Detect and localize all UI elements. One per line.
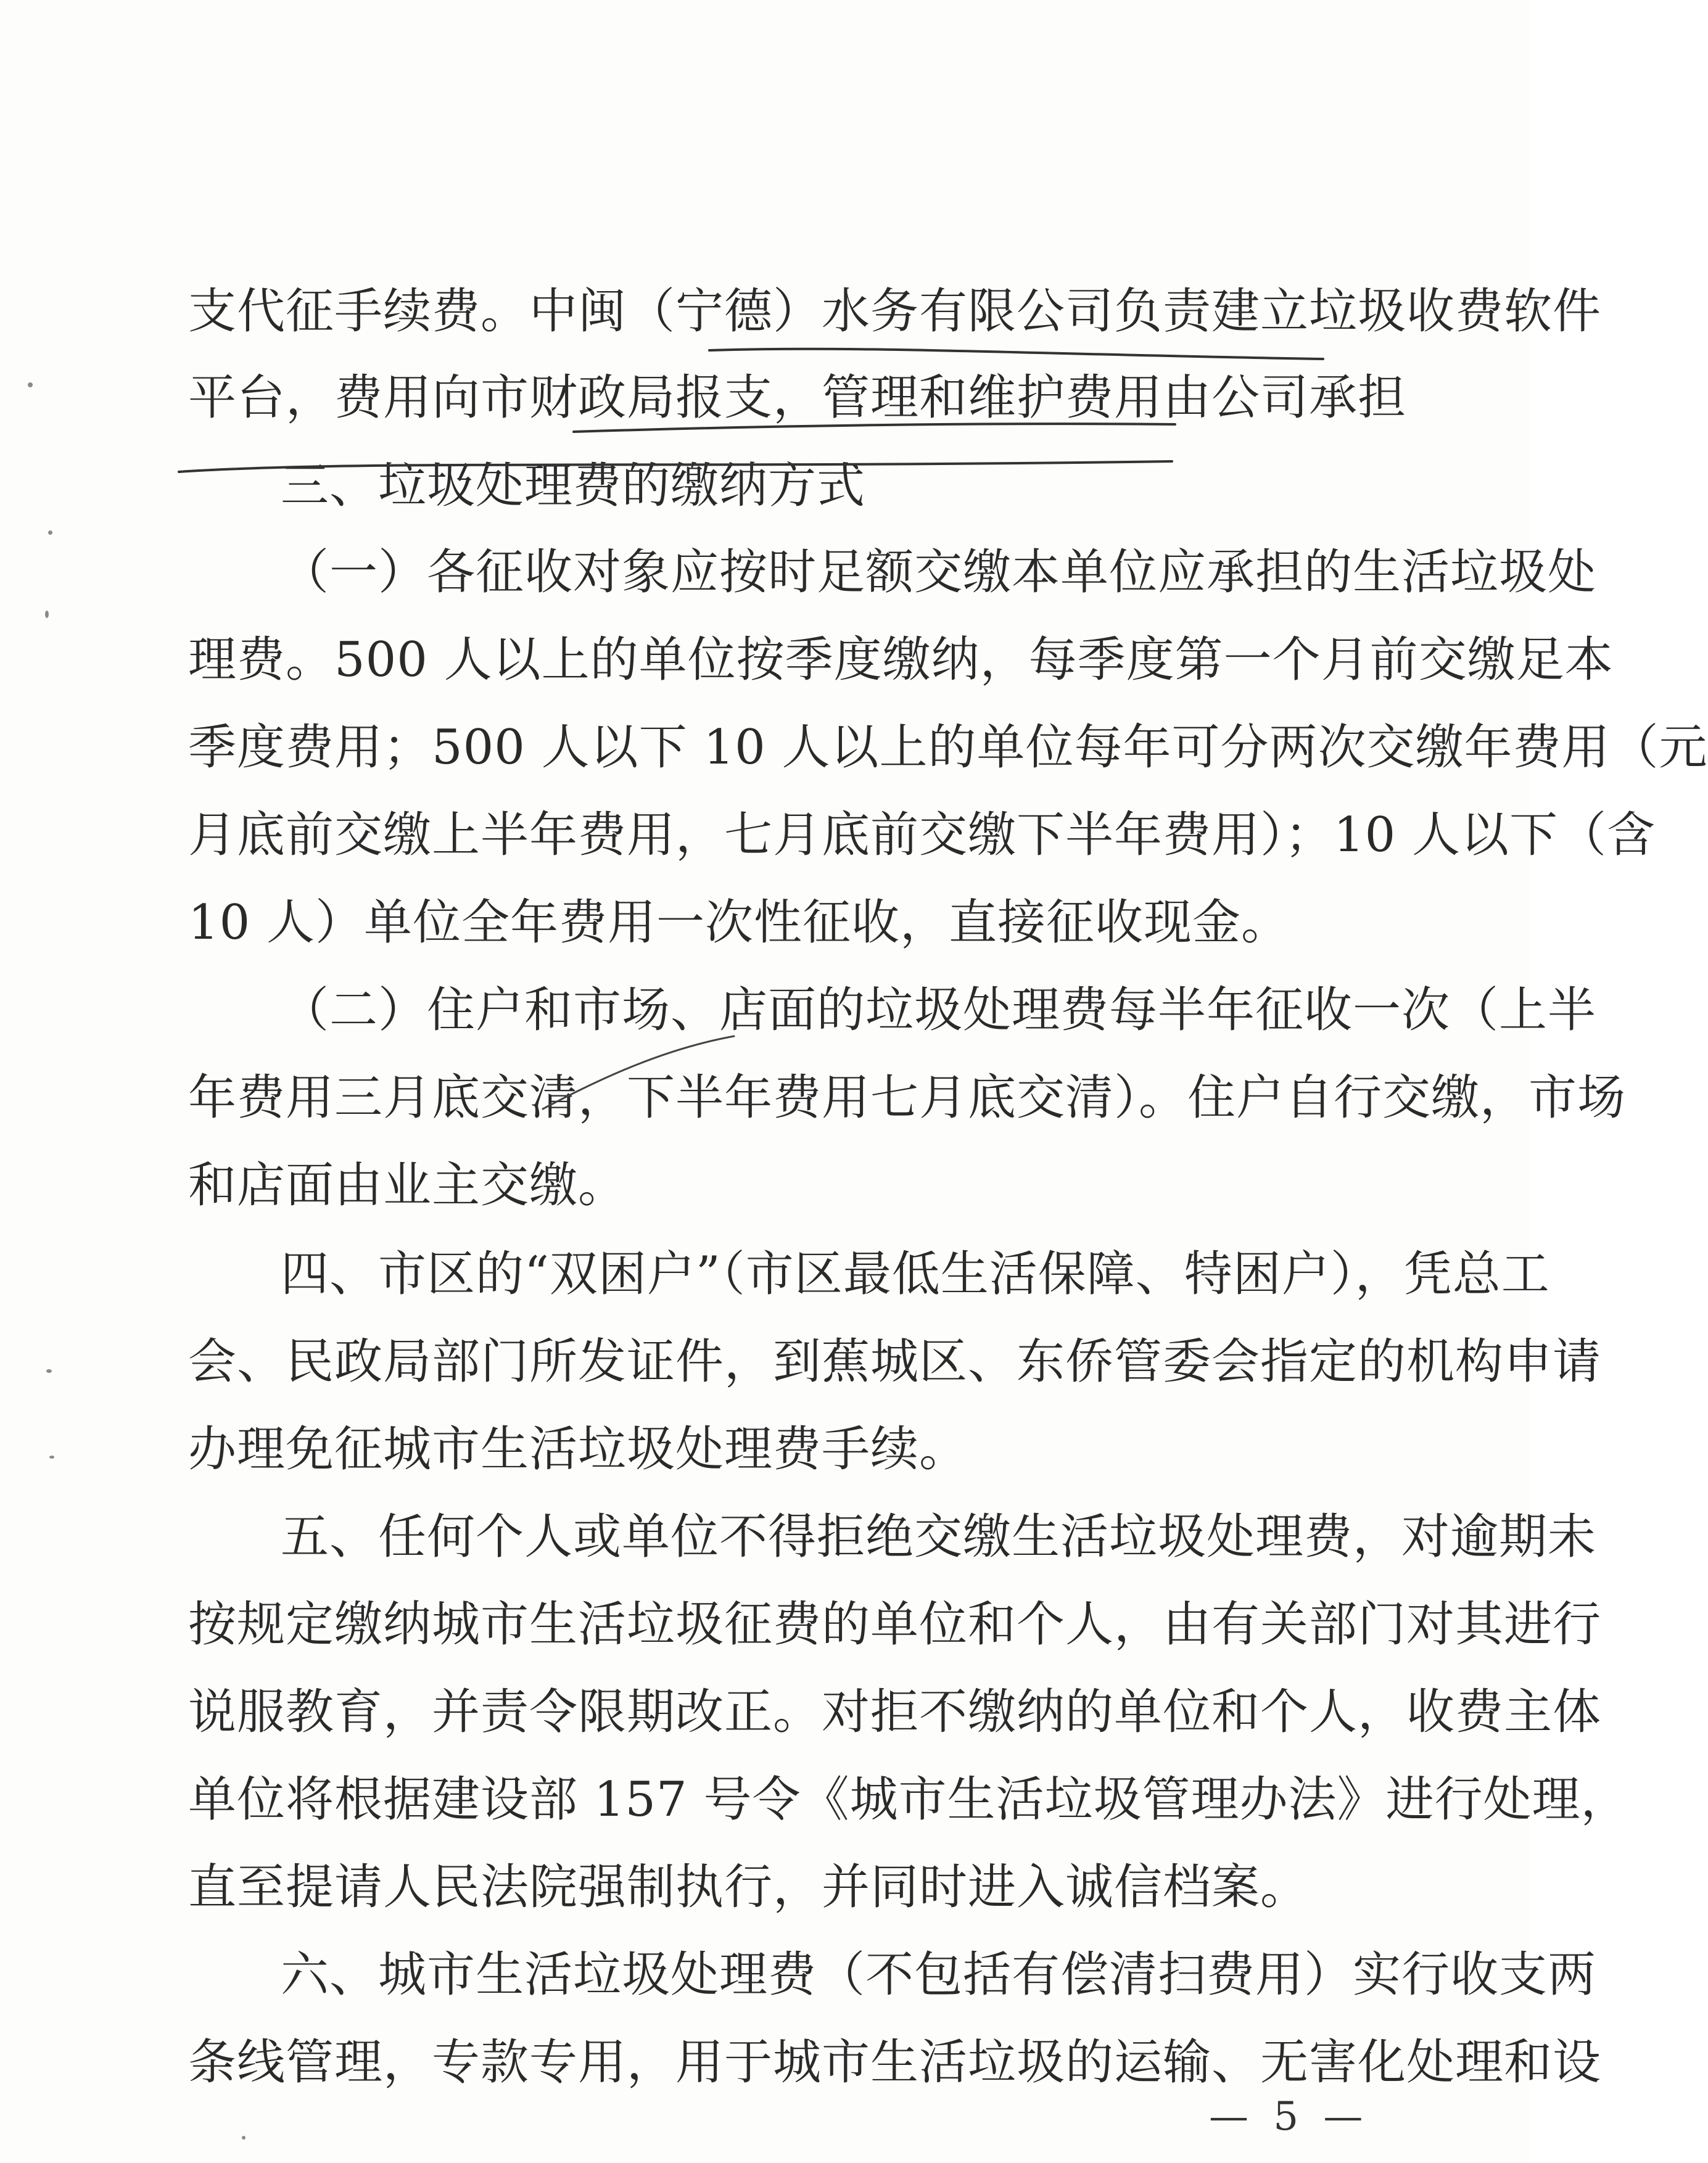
text-line: 单位将根据建设部 157 号令《城市生活垃圾管理办法》进行处理， [188,1772,1630,1827]
text-line: （一）各征收对象应按时足额交缴本单位应承担的生活垃圾处 [281,545,1597,600]
page-number: — 5 — [1209,2094,1369,2140]
text-line: 支代征手续费。中闽（宁德）水务有限公司负责建立垃圾收费软件 [188,284,1602,339]
section-heading: 五、任何个人或单位不得拒绝交缴生活垃圾处理费，对逾期未 [281,1509,1597,1565]
scan-speck [46,1369,52,1373]
text-line: 10 人）单位全年费用一次性征收，直接征收现金。 [188,895,1290,950]
text-line: 平台，费用向市财政局报支，管理和维护费用由公司承担 [188,370,1407,426]
scan-speck [49,1456,54,1459]
section-heading: 三、垃圾处理费的缴纳方式 [281,458,866,514]
text-line: 季度费用；500 人以下 10 人以上的单位每年可分两次交缴年费用（元 [188,720,1708,775]
scan-speck [28,382,33,387]
scan-speck [242,2136,245,2140]
section-heading: 四、市区的“双困户”（市区最低生活保障、特困户），凭总工 [281,1246,1550,1302]
text-line: 条线管理，专款专用，用于城市生活垃圾的运输、无害化处理和设 [188,2035,1602,2090]
text-line: 直至提请人民法院强制执行，并同时进入诚信档案。 [188,1860,1310,1915]
text-line: 按规定缴纳城市生活垃圾征费的单位和个人，由有关部门对其进行 [188,1597,1602,1652]
text-line: （二）住户和市场、店面的垃圾处理费每半年征收一次（上半 [281,983,1597,1038]
section-heading: 六、城市生活垃圾处理费（不包括有偿清扫费用）实行收支两 [281,1947,1597,2003]
scan-speck [45,611,49,618]
text-line: 月底前交缴上半年费用，七月底前交缴下半年费用）；10 人以下（含 [188,807,1656,863]
text-line: 和店面由业主交缴。 [188,1158,627,1213]
text-line: 理费。500 人以上的单位按季度缴纳，每季度第一个月前交缴足本 [188,632,1614,688]
text-line: 办理免征城市生活垃圾处理费手续。 [188,1422,968,1477]
text-line: 说服教育，并责令限期改正。对拒不缴纳的单位和个人，收费主体 [188,1684,1602,1740]
scan-speck [48,530,52,535]
text-line: 会、民政局部门所发证件，到蕉城区、东侨管委会指定的机构申请 [188,1334,1602,1390]
text-line: 年费用三月底交清，下半年费用七月底交清）。住户自行交缴，市场 [188,1070,1627,1126]
